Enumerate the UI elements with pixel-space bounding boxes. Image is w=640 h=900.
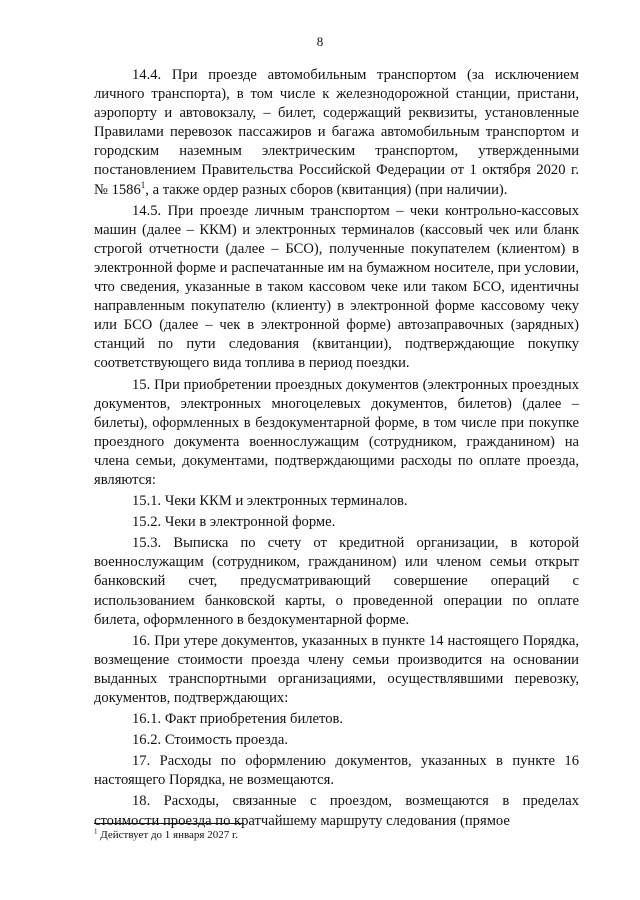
paragraph-18: 18. Расходы, связанные с проездом, возмещаются в пределах стоимости проезда по кратчайшему маршруту следования (прямое bbox=[94, 793, 579, 829]
paragraph-15-2: 15.2. Чеки в электронной форме. bbox=[132, 514, 336, 531]
footnote-marker: 1 bbox=[94, 827, 98, 836]
paragraph-16-1: 16.1. Факт приобретения билетов. bbox=[132, 711, 344, 728]
paragraph-16: 16. При утере документов, указанных в пункте 14 настоящего Порядка, возмещение стоимости проезда члену семьи производится на основании выданных транспортными организациями, осуществлявшими перевозку, документов, подтверждающих: bbox=[94, 632, 579, 706]
footnote-divider bbox=[94, 823, 244, 824]
paragraph-14-4 bbox=[94, 66, 579, 200]
paragraph-14-4-tail: , а также ордер разных сборов (квитанция) (при наличии). bbox=[145, 181, 508, 198]
paragraph-15-1: 15.1. Чеки ККМ и электронных терминалов. bbox=[132, 493, 408, 510]
footnote-text: Действует до 1 января 2027 г. bbox=[97, 829, 239, 841]
footnote-reference: 1 bbox=[140, 179, 146, 190]
page-number: 8 bbox=[316, 34, 324, 49]
paragraph-17: 17. Расходы по оформлению документов, указанных в пункте 16 настоящего Порядка, не возмещаются. bbox=[94, 753, 579, 789]
paragraph-16-2: 16.2. Стоимость проезда. bbox=[132, 732, 289, 749]
paragraph-15-3: 15.3. Выписка по счету от кредитной организации, в которой военнослужащим (сотрудником, гражданином) или членом семьи открыт банковский счет, предусматривающий совершение операций с использованием банковской карты, о проведенной операции по оплате билета, оформленного в бездокументарной форме. bbox=[94, 535, 579, 628]
paragraph-14-5: 14.5. При проезде личным транспортом – чеки контрольно-кассовых машин (далее – ККМ) и электронных терминалов (кассовый чек или бланк строгой отчетности (далее – БСО), полученные покупателем (клиентом) в электронной форме и распечатанные им на бумажном носителе, при условии, что сведения, указанные в таком кассовом чеке или таком БСО, идентичны направленным покупателю (клиенту) в электронной форме кассовому чеку или БСО (далее – чек в электронной форме) автозаправочных (зарядных) станций по пути следования (квитанции), подтверждающие покупку соответствующего вида топлива в период поездки. bbox=[94, 202, 579, 372]
footnote bbox=[94, 828, 579, 842]
paragraph-15: 15. При приобретении проездных документов (электронных проездных документов, электронных многоцелевых документов, билетов) (далее – билеты), оформленных в бездокументарной форме, в том числе при покупке проездного документа военнослужащим (сотрудником, гражданином) на члена семьи, документами, подтверждающими расходы по оплате проезда, являются: bbox=[94, 376, 579, 488]
paragraph-14-4-text: 14.4. При проезде автомобильным транспортом (за исключением личного транспорта), в том числе к железнодорожной станции, пристани, аэропорту и автовокзалу, – билет, содержащий реквизиты, установленные Правилами перевозок пассажиров и багажа автомобильным транспортом и городским наземным электрическим транспортом, утвержденными постановлением Правительства Российской Федерации от 1 октября 2020 г. № 1586 bbox=[94, 67, 579, 198]
